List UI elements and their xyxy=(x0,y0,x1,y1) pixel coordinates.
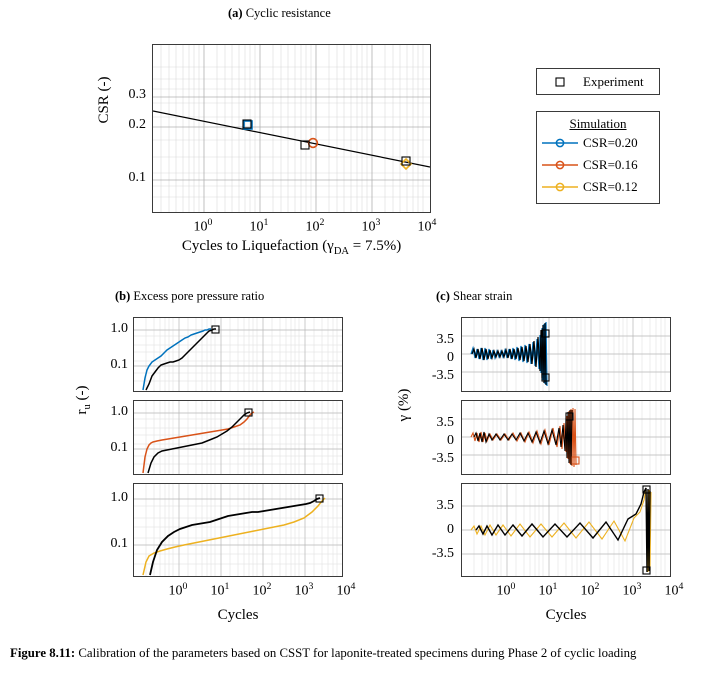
c1-ytick-0: 0 xyxy=(447,350,454,365)
b-xlabel: Cycles xyxy=(217,607,259,623)
c3-ytick-0: 0 xyxy=(447,522,454,537)
b3-ytick-0.1: 0.1 xyxy=(110,536,128,551)
legend-item-csr012 xyxy=(537,176,659,198)
simulation-legend xyxy=(536,111,660,204)
figure-caption xyxy=(10,645,717,662)
shear-subplot-csr016 xyxy=(461,400,671,475)
b-ylabel: $r_u$ (-) xyxy=(74,385,93,415)
a-xtick-3: $10^2$ xyxy=(305,217,325,235)
cyclic-resistance-axes xyxy=(152,44,431,213)
a-xtick-5: $10^4$ xyxy=(417,217,437,235)
legend-label-csr016: CSR=0.16 xyxy=(583,157,638,172)
legend-item-csr020 xyxy=(537,132,659,154)
a-xtick-4: $10^3$ xyxy=(361,217,381,235)
figure-caption-text: Calibration of the parameters based on CSST for laponite-treated specimens during Phase 2 of cyclic loading xyxy=(78,646,637,660)
c2-ytick-0: 0 xyxy=(447,433,454,448)
legend-label-csr020: CSR=0.20 xyxy=(583,135,638,150)
line-marker-orange-icon xyxy=(537,158,583,172)
panel-a-tag: (a) xyxy=(228,6,243,20)
panel-b-title xyxy=(115,289,264,304)
b-xtick-1: $10^0$ xyxy=(168,581,188,599)
ru-subplot-csr020 xyxy=(133,317,343,392)
c3-ytick-3.5: 3.5 xyxy=(436,498,454,513)
panel-c-tag: (c) xyxy=(436,289,450,303)
legend-item-csr016 xyxy=(537,154,659,176)
c3-ytick-m3.5: -3.5 xyxy=(431,546,454,561)
b-xtick-3: $10^2$ xyxy=(252,581,272,599)
b2-ytick-1.0: 1.0 xyxy=(110,404,128,419)
c-ylabel: γ (%) xyxy=(396,388,412,422)
panel-c-label: Shear strain xyxy=(453,289,513,303)
simulation-legend-header: Simulation xyxy=(569,116,627,131)
b1-ytick-0.1: 0.1 xyxy=(110,357,128,372)
ru-subplot-csr012 xyxy=(133,483,343,577)
c2-ytick-3.5: 3.5 xyxy=(436,415,454,430)
shear-subplot-csr020 xyxy=(461,317,671,392)
a-ytick-0.2: 0.2 xyxy=(128,117,146,132)
figure-caption-label: Figure 8.11: xyxy=(10,646,76,660)
ru-subplot-csr016 xyxy=(133,400,343,475)
a-ytick-0.1: 0.1 xyxy=(128,170,146,185)
a-ylabel: CSR (-) xyxy=(96,76,112,124)
a-ytick-0.3: 0.3 xyxy=(128,87,146,102)
line-marker-yellow-icon xyxy=(537,180,583,194)
c-xtick-3: $10^2$ xyxy=(580,581,600,599)
a-xlabel: Cycles to Liquefaction $(\gamma_{DA} = 7.5\%)$ xyxy=(181,238,402,257)
b1-ytick-1.0: 1.0 xyxy=(110,321,128,336)
experiment-legend xyxy=(536,68,660,95)
b-xtick-4: $10^3$ xyxy=(294,581,314,599)
b2-ytick-0.1: 0.1 xyxy=(110,440,128,455)
c-xtick-1: $10^0$ xyxy=(496,581,516,599)
shear-subplot-csr012 xyxy=(461,483,671,577)
experiment-legend-label: Experiment xyxy=(583,73,644,89)
panel-c-title xyxy=(436,289,512,304)
b3-ytick-1.0: 1.0 xyxy=(110,490,128,505)
panel-b-label: Excess pore pressure ratio xyxy=(133,289,265,303)
a-xtick-1: $10^0$ xyxy=(193,217,213,235)
experiment-marker-icon xyxy=(537,76,583,88)
panel-a-title xyxy=(228,6,331,21)
b-xtick-5: $10^4$ xyxy=(336,581,356,599)
c-xtick-5: $10^4$ xyxy=(664,581,684,599)
line-marker-blue-icon xyxy=(537,136,583,150)
legend-label-csr012: CSR=0.12 xyxy=(583,179,638,194)
c2-ytick-m3.5: -3.5 xyxy=(431,451,454,466)
c1-ytick-3.5: 3.5 xyxy=(436,332,454,347)
c-xtick-4: $10^3$ xyxy=(622,581,642,599)
c-xtick-2: $10^1$ xyxy=(538,581,558,599)
b-xtick-2: $10^1$ xyxy=(210,581,230,599)
panel-b-tag: (b) xyxy=(115,289,131,303)
a-xtick-2: $10^1$ xyxy=(249,217,269,235)
c-xlabel: Cycles xyxy=(545,607,587,623)
panel-a-label: Cyclic resistance xyxy=(245,6,331,20)
c1-ytick-m3.5: -3.5 xyxy=(431,368,454,383)
